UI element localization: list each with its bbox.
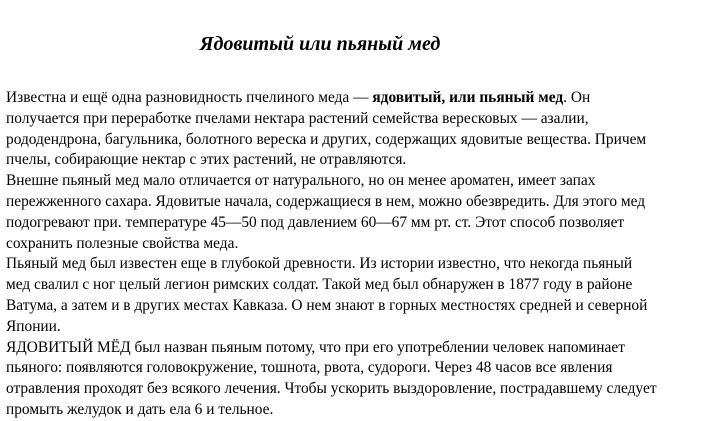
text-line: промыть желудок и дать ела 6 и тельное. xyxy=(6,400,274,418)
text-line: Внешне пьяный мед мало отличается от натурального, но он менее ароматен, имеет запах xyxy=(6,172,596,190)
text-line: Японии. xyxy=(6,317,61,335)
text-line xyxy=(6,88,696,109)
text-line: подогревают при. температуре 45—50 под давлением 60—67 мм рт. ст. Этот способ позволяет xyxy=(6,213,625,231)
text-line: пережженного сахара. Ядовитые начала, содержащиеся в нем, можно обезвредить. Для этого мед xyxy=(6,192,646,210)
text-segment: Известна и ещё одна разновидность пчелиного меда — xyxy=(6,89,373,106)
text-line: сохранить полезные свойства меда. xyxy=(6,234,239,252)
text-line: пчелы, собирающие нектар с этих растений, не отравляются. xyxy=(6,151,407,169)
text-line: Пьяный мед был известен еще в глубокой древности. Из истории известно, что некогда пьяный xyxy=(6,255,633,273)
text-line: мед свалил с ног целый легион римских солдат. Такой мед был обнаружен в 1877 году в районе xyxy=(6,276,633,294)
page-title: Ядовитый или пьяный мед xyxy=(199,33,441,55)
article-body xyxy=(6,88,696,421)
text-line: рододендрона, багульника, болотного вереска и других, содержащих ядовитые вещества. Причем xyxy=(6,130,647,148)
text-line: получается при переработке пчелами нектара растений семейства вересковых — азалии, xyxy=(6,109,589,127)
bold-term: ядовитый, или пьяный мед xyxy=(372,89,564,106)
text-line: пьяного: появляются головокружение, тошнота, рвота, судороги. Через 48 часов все явления xyxy=(6,359,613,377)
text-line: ЯДОВИТЫЙ МЁД был назван пьяным потому, что при его употреблении человек напоминает xyxy=(6,338,625,356)
text-line: Ватума, а затем и в других местах Кавказа. О нем знают в горных местностях средней и северной xyxy=(6,296,648,314)
text-line: отравления проходят без всякого лечения. Чтобы ускорить выздоровление, пострадавшему следует xyxy=(6,380,657,398)
text-segment: . Он xyxy=(563,89,591,106)
